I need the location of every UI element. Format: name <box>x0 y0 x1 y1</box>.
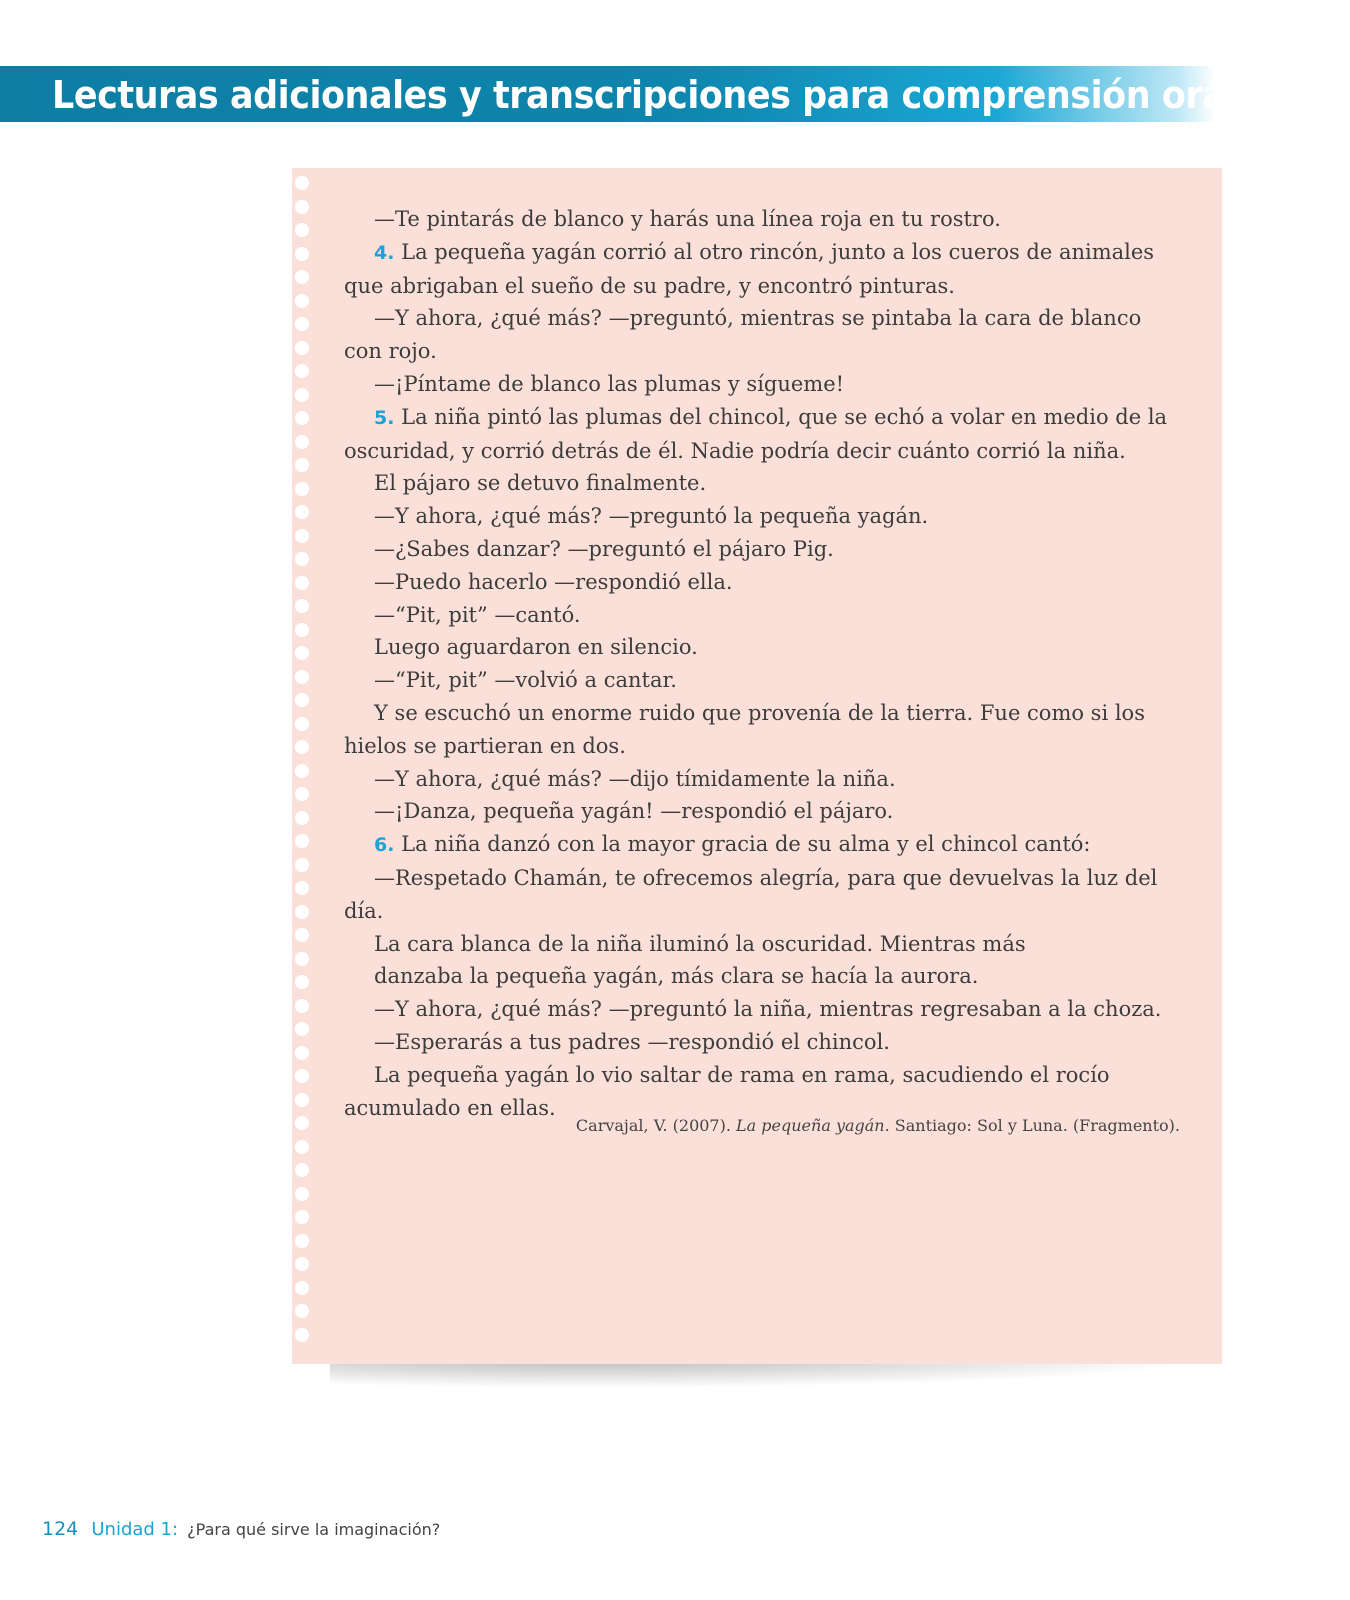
paragraph-text: —Y ahora, ¿qué más? —dijo tímidamente la niña. <box>374 766 896 791</box>
story-paragraph <box>344 828 1174 862</box>
citation-rest: . Santiago: Sol y Luna. (Fragmento). <box>884 1116 1180 1135</box>
paragraph-number: 6. <box>374 834 395 857</box>
spiral-hole <box>295 317 309 331</box>
spiral-hole <box>295 411 309 425</box>
spiral-hole <box>295 1234 309 1248</box>
paragraph-text: —Y ahora, ¿qué más? —preguntó la niña, mientras regresaban a la choza. <box>374 997 1162 1022</box>
spiral-hole <box>295 200 309 214</box>
story-paragraph <box>344 467 1174 500</box>
unit-label: Unidad 1: <box>91 1519 179 1540</box>
spiral-hole <box>295 294 309 308</box>
spiral-hole <box>295 670 309 684</box>
spiral-hole <box>295 717 309 731</box>
paragraph-text: —“Pit, pit” —cantó. <box>374 602 581 627</box>
paragraph-text: —Te pintarás de blanco y harás una línea roja en tu rostro. <box>374 207 1001 231</box>
spiral-hole <box>295 858 309 872</box>
page-number: 124 <box>42 1518 79 1540</box>
spiral-hole <box>295 1281 309 1295</box>
paragraph-text: La niña pintó las plumas del chincol, que se echó a volar en medio de la oscuridad, y corrió detrás de él. Nadie podría decir cuánto corrió la niña. <box>344 404 1168 463</box>
spiral-hole <box>295 505 309 519</box>
spiral-hole <box>295 928 309 942</box>
spiral-hole <box>295 1210 309 1224</box>
story-paragraph <box>344 664 1174 697</box>
paragraph-text: —¡Píntame de blanco las plumas y sígueme! <box>374 371 845 396</box>
spiral-hole <box>295 458 309 472</box>
spiral-hole <box>295 1116 309 1130</box>
paragraph-text: El pájaro se detuvo finalmente. <box>374 471 707 496</box>
spiral-hole <box>295 952 309 966</box>
spiral-hole <box>295 623 309 637</box>
spiral-hole <box>295 1187 309 1201</box>
story-paragraph <box>344 993 1174 1026</box>
story-paragraph <box>344 533 1174 566</box>
paragraph-text: —Y ahora, ¿qué más? —preguntó, mientras se pintaba la cara de blanco con rojo. <box>344 306 1142 364</box>
page-title: Lecturas adicionales y transcripciones para comprensión oral <box>52 73 1237 117</box>
story-paragraph <box>344 302 1174 368</box>
spiral-hole <box>295 223 309 237</box>
spiral-hole <box>295 552 309 566</box>
story-paragraph <box>344 500 1174 533</box>
story-paragraph <box>344 566 1174 599</box>
spiral-hole <box>295 435 309 449</box>
spiral-hole <box>295 693 309 707</box>
story-paragraph <box>344 928 1174 961</box>
paragraph-text: —¿Sabes danzar? —preguntó el pájaro Pig. <box>374 536 834 561</box>
story-paragraph <box>344 697 1174 763</box>
story-paragraph <box>344 631 1174 664</box>
spiral-hole <box>295 811 309 825</box>
paragraph-text: La cara blanca de la niña iluminó la oscuridad. Mientras más <box>374 931 1026 956</box>
page-footer <box>42 1518 440 1540</box>
spiral-hole <box>295 975 309 989</box>
spiral-hole <box>295 247 309 261</box>
citation-title: La pequeña yagán <box>736 1116 885 1135</box>
spiral-hole <box>295 482 309 496</box>
story-paragraph <box>344 368 1174 401</box>
header-banner <box>0 66 1237 122</box>
spiral-hole <box>295 529 309 543</box>
spiral-hole <box>295 1069 309 1083</box>
paragraph-text: La niña danzó con la mayor gracia de su alma y el chincol cantó: <box>401 832 1091 857</box>
paragraph-text: —Esperarás a tus padres —respondió el chincol. <box>374 1029 890 1054</box>
paragraph-text: —Respetado Chamán, te ofrecemos alegría, para que devuelvas la luz del día. <box>344 865 1158 923</box>
spiral-hole <box>295 1093 309 1107</box>
story-paragraph <box>344 203 1174 236</box>
spiral-hole <box>295 740 309 754</box>
spiral-hole <box>295 1046 309 1060</box>
spiral-hole <box>295 1022 309 1036</box>
story-paragraph <box>344 1059 1174 1125</box>
spiral-hole <box>295 341 309 355</box>
spiral-hole <box>295 905 309 919</box>
paragraph-text: La pequeña yagán lo vio saltar de rama en rama, sacudiendo el rocío acumulado en ellas. <box>344 1062 1110 1120</box>
story-paragraph <box>344 763 1174 796</box>
citation-author: Carvajal, V. (2007). <box>575 1116 737 1135</box>
story-paragraph <box>344 960 1174 993</box>
spiral-hole <box>295 646 309 660</box>
spiral-hole <box>295 787 309 801</box>
spiral-hole <box>295 364 309 378</box>
paragraph-text: —Y ahora, ¿qué más? —preguntó la pequeña yagán. <box>374 504 929 529</box>
paragraph-text: La pequeña yagán corrió al otro rincón, junto a los cueros de animales que abrigaban el sueño de su padre, y encontró pinturas. <box>344 239 1155 298</box>
paragraph-number: 4. <box>374 241 395 264</box>
paragraph-text: danzaba la pequeña yagán, más clara se hacía la aurora. <box>374 964 979 989</box>
spiral-hole <box>295 388 309 402</box>
unit-title: ¿Para qué sirve la imaginación? <box>187 1520 441 1539</box>
spiral-holes <box>294 170 314 1364</box>
story-paragraph <box>344 795 1174 828</box>
paragraph-text: —¡Danza, pequeña yagán! —respondió el pájaro. <box>374 799 894 824</box>
citation <box>576 1116 1180 1135</box>
story-paragraph <box>344 1026 1174 1059</box>
spiral-hole <box>295 834 309 848</box>
story-paragraph <box>344 236 1174 303</box>
paragraph-text: Luego aguardaron en silencio. <box>374 635 698 660</box>
paragraph-text: —“Pit, pit” —volvió a cantar. <box>374 668 677 693</box>
story-text <box>344 203 1174 1124</box>
spiral-hole <box>295 176 309 190</box>
story-paragraph <box>344 401 1174 468</box>
story-paragraph <box>344 599 1174 632</box>
spiral-hole <box>295 599 309 613</box>
spiral-hole <box>295 764 309 778</box>
spiral-hole <box>295 1304 309 1318</box>
spiral-hole <box>295 1328 309 1342</box>
spiral-hole <box>295 270 309 284</box>
spiral-hole <box>295 881 309 895</box>
story-paragraph <box>344 862 1174 928</box>
paragraph-text: —Puedo hacerlo —respondió ella. <box>374 569 733 594</box>
spiral-hole <box>295 999 309 1013</box>
spiral-hole <box>295 1140 309 1154</box>
paragraph-number: 5. <box>374 406 395 429</box>
spiral-hole <box>295 576 309 590</box>
spiral-hole <box>295 1163 309 1177</box>
paragraph-text: Y se escuchó un enorme ruido que provenía de la tierra. Fue como si los hielos se partieran en dos. <box>344 700 1145 758</box>
spiral-hole <box>295 1257 309 1271</box>
